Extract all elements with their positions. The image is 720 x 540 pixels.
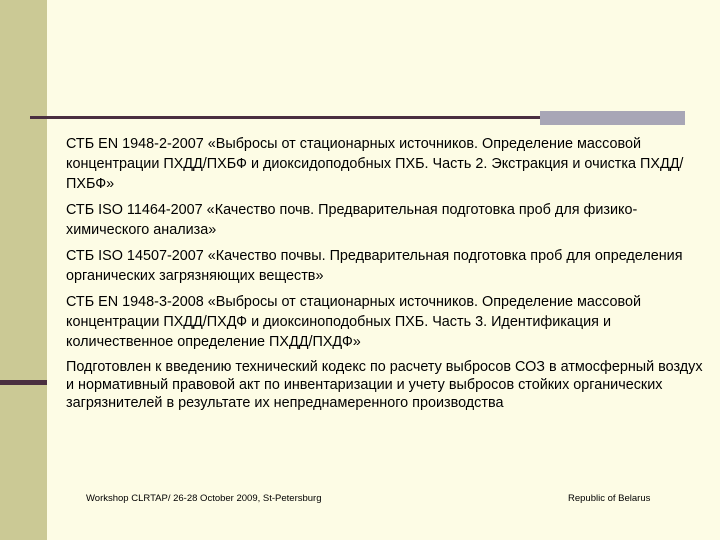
title-divider-block xyxy=(540,111,685,125)
side-decor-band xyxy=(0,0,47,540)
paragraph-stb-en-1948-2: СТБ EN 1948-2-2007 «Выбросы от стационарных источников. Определение массовой концентрации ПХДД/ПХБФ и диоксидоподобных ПХБ. Часть 2. Экстракция и очистка ПХДД/ПХБФ» xyxy=(66,136,684,192)
footer-workshop: Workshop CLRTAP/ 26-28 October 2009, St-Petersburg xyxy=(86,493,322,504)
footer-country: Republic of Belarus xyxy=(568,493,651,504)
paragraph-stb-iso-14507: СТБ ISO 14507-2007 «Качество почвы. Предварительная подготовка проб для определения органических загрязняющих веществ» xyxy=(66,248,683,284)
paragraph-stb-iso-11464: СТБ ISO 11464-2007 «Качество почв. Предварительная подготовка проб для физико-химического анализа» xyxy=(66,202,638,238)
slide-body xyxy=(66,134,714,418)
side-accent-bar xyxy=(0,380,47,385)
paragraph-technical-code: Подготовлен к введению технический кодекс по расчету выбросов СОЗ в атмосферный воздух и нормативный правовой акт по инвентаризации и учету выбросов стойких органических загрязнителей в результате их непреднамеренного производства xyxy=(66,359,703,411)
paragraph-stb-en-1948-3: СТБ EN 1948-3-2008 «Выбросы от стационарных источников. Определение массовой концентрации ПХДД/ПХДФ и диоксиноподобных ПХБ. Часть 3. Идентификация и количественное определение ПХДД/ПХДФ» xyxy=(66,294,642,350)
